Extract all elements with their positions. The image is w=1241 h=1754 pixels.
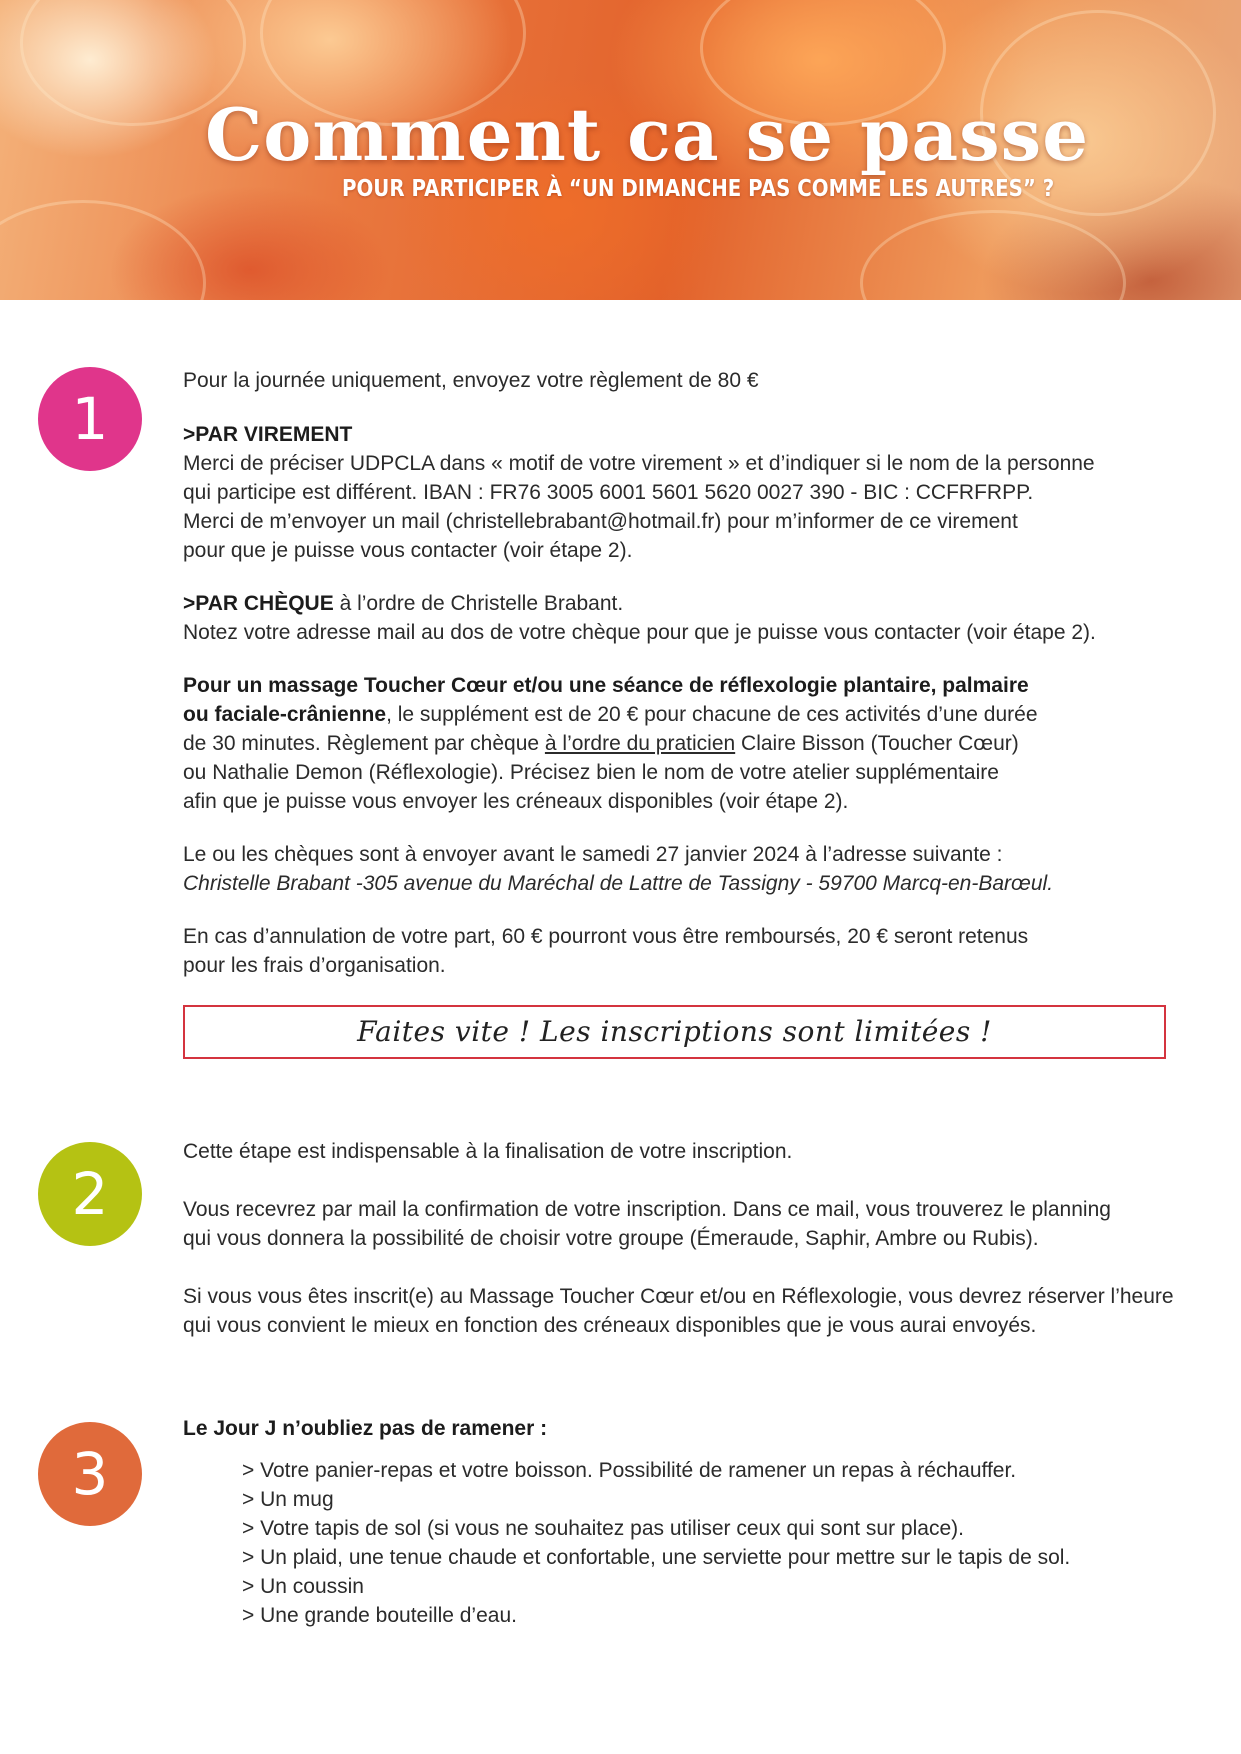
cheque-heading — [183, 589, 623, 618]
step-3-heading — [183, 1414, 547, 1443]
list-item: > Votre tapis de sol (si vous ne souhaitez pas utiliser ceux qui sont sur place). — [242, 1517, 964, 1540]
postal-address: Christelle Brabant -305 avenue du Maréchal de Lattre de Tassigny - 59700 Marcq-en-Barœul. — [183, 872, 1054, 895]
massage-line — [183, 729, 1019, 758]
virement-heading — [183, 420, 352, 449]
cheque-title: >PAR CHÈQUE — [183, 592, 334, 615]
massage-line — [183, 671, 1029, 700]
list-item: > Un plaid, une tenue chaude et confortable, une serviette pour mettre sur le tapis de sol. — [242, 1546, 1071, 1569]
massage-bold-text: ou faciale-crânienne — [183, 703, 387, 726]
cheque-line: Notez votre adresse mail au dos de votre chèque pour que je puisse vous contacter (voir étape 2). — [183, 621, 1096, 644]
massage-line: afin que je puisse vous envoyer les créneaux disponibles (voir étape 2). — [183, 790, 849, 813]
limited-places-notice: Faites vite ! Les inscriptions sont limitées ! — [183, 1005, 1166, 1059]
massage-text: , le supplément est de 20 € pour chacune de ces activités d’une durée — [386, 703, 1038, 726]
checklist — [242, 1456, 1070, 1630]
virement-line: Merci de m’envoyer un mail (christellebrabant@hotmail.fr) pour m’informer de ce virement — [183, 510, 1018, 533]
flower-petal — [0, 200, 206, 300]
massage-text: Claire Bisson (Toucher Cœur) — [735, 732, 1019, 755]
header-banner — [0, 0, 1241, 300]
step-3-title: Le Jour J n’oubliez pas de ramener : — [183, 1417, 548, 1440]
cancellation-line: pour les frais d’organisation. — [183, 954, 446, 977]
step-2-line: Vous recevrez par mail la confirmation de votre inscription. Dans ce mail, vous trouverez le planning — [183, 1198, 1111, 1221]
address-intro: Le ou les chèques sont à envoyer avant le samedi 27 janvier 2024 à l’adresse suivante : — [183, 843, 1003, 866]
virement-line: pour que je puisse vous contacter (voir étape 2). — [183, 539, 633, 562]
underlined-text: à l’ordre du praticien — [544, 732, 736, 755]
virement-line: Merci de préciser UDPCLA dans « motif de votre virement » et d’indiquer si le nom de la personne — [183, 452, 1095, 475]
virement-title: >PAR VIREMENT — [183, 423, 353, 446]
step-2-line: Cette étape est indispensable à la finalisation de votre inscription. — [183, 1140, 793, 1163]
massage-bold-text: Pour un massage Toucher Cœur et/ou une séance de réflexologie plantaire, palmaire — [183, 674, 1029, 697]
page-title: Comment ca se passe — [205, 92, 1090, 177]
step-2-line: Si vous vous êtes inscrit(e) au Massage Toucher Cœur et/ou en Réflexologie, vous devrez réserver l’heure — [183, 1285, 1174, 1308]
massage-text: de 30 minutes. Règlement par chèque — [183, 732, 545, 755]
step-2-line: qui vous donnera la possibilité de choisir votre groupe (Émeraude, Saphir, Ambre ou Rubis). — [183, 1227, 1039, 1250]
step-3-badge: 3 — [38, 1422, 142, 1526]
step-2-badge: 2 — [38, 1142, 142, 1246]
list-item: > Une grande bouteille d’eau. — [242, 1604, 517, 1627]
list-item: > Votre panier-repas et votre boisson. Possibilité de ramener un repas à réchauffer. — [242, 1459, 1017, 1482]
cheque-payee: à l’ordre de Christelle Brabant. — [333, 592, 624, 615]
step-1-intro: Pour la journée uniquement, envoyez votre règlement de 80 € — [183, 369, 759, 392]
cancellation-line: En cas d’annulation de votre part, 60 € pourront vous être remboursés, 20 € seront retenus — [183, 925, 1029, 948]
step-1-badge: 1 — [38, 367, 142, 471]
step-2-line: qui vous convient le mieux en fonction des créneaux disponibles que je vous aurai envoyés. — [183, 1314, 1037, 1337]
flower-petal — [860, 210, 1126, 300]
massage-line: ou Nathalie Demon (Réflexologie). Précisez bien le nom de votre atelier supplémentaire — [183, 761, 999, 784]
page-subtitle: POUR PARTICIPER À “UN DIMANCHE PAS COMME LES AUTRES” ? — [342, 176, 1055, 202]
list-item: > Un coussin — [242, 1575, 364, 1598]
list-item: > Un mug — [242, 1488, 334, 1511]
massage-line — [183, 700, 1038, 729]
virement-line: qui participe est différent. IBAN : FR76 3005 6001 5601 5620 0027 390 - BIC : CCFRFRPP. — [183, 481, 1034, 504]
